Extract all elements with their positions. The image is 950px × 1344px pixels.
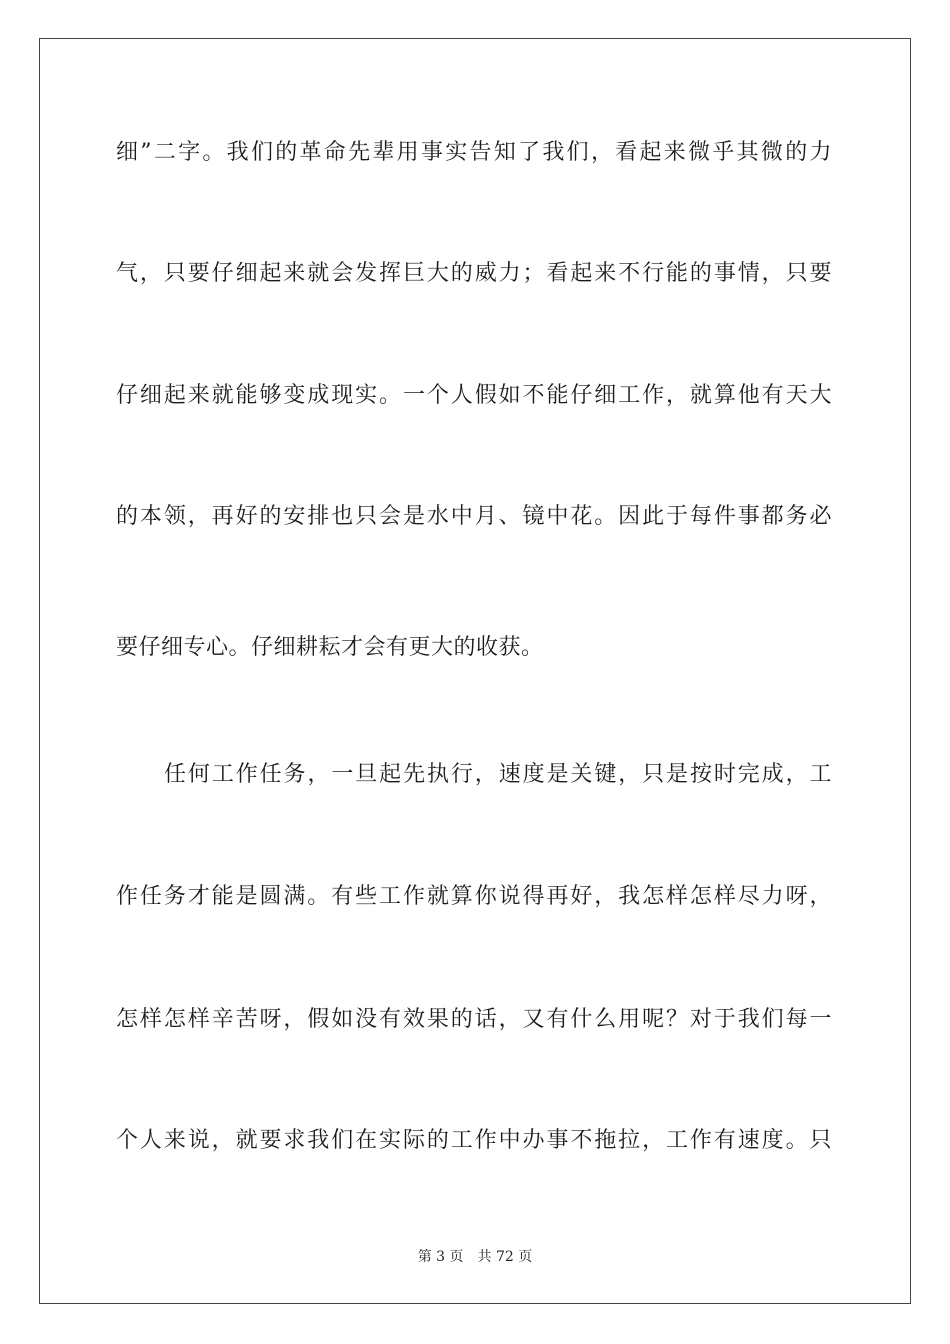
page-border: [39, 38, 911, 1304]
text-line: 要仔细专心。仔细耕耘才会有更大的收获。: [116, 635, 544, 660]
text-line: 个人来说，就要求我们在实际的工作中办事不拖拉，工作有速度。只: [116, 1128, 832, 1153]
text-line: 的本领，再好的安排也只会是水中月、镜中花。因此于每件事都务必: [116, 504, 832, 529]
page-number: 第 3 页: [417, 1249, 464, 1265]
text-line: 怎样怎样辛苦呀，假如没有效果的话，又有什么用呢？对于我们每一: [116, 1007, 832, 1032]
page-footer: [0, 1248, 950, 1266]
paragraph-first-line: 任何工作任务，一旦起先执行，速度是关键，只是按时完成，工: [164, 762, 832, 787]
text-line: 作任务才能是圆满。有些工作就算你说得再好，我怎样怎样尽力呀，: [116, 884, 832, 909]
text-line: 仔细起来就能够变成现实。一个人假如不能仔细工作，就算他有天大: [116, 383, 832, 408]
page-total: 共 72 页: [477, 1249, 533, 1265]
text-line: 细”二字。我们的革命先辈用事实告知了我们，看起来微乎其微的力: [116, 140, 832, 165]
text-line: 气，只要仔细起来就会发挥巨大的威力；看起来不行能的事情，只要: [116, 261, 832, 286]
